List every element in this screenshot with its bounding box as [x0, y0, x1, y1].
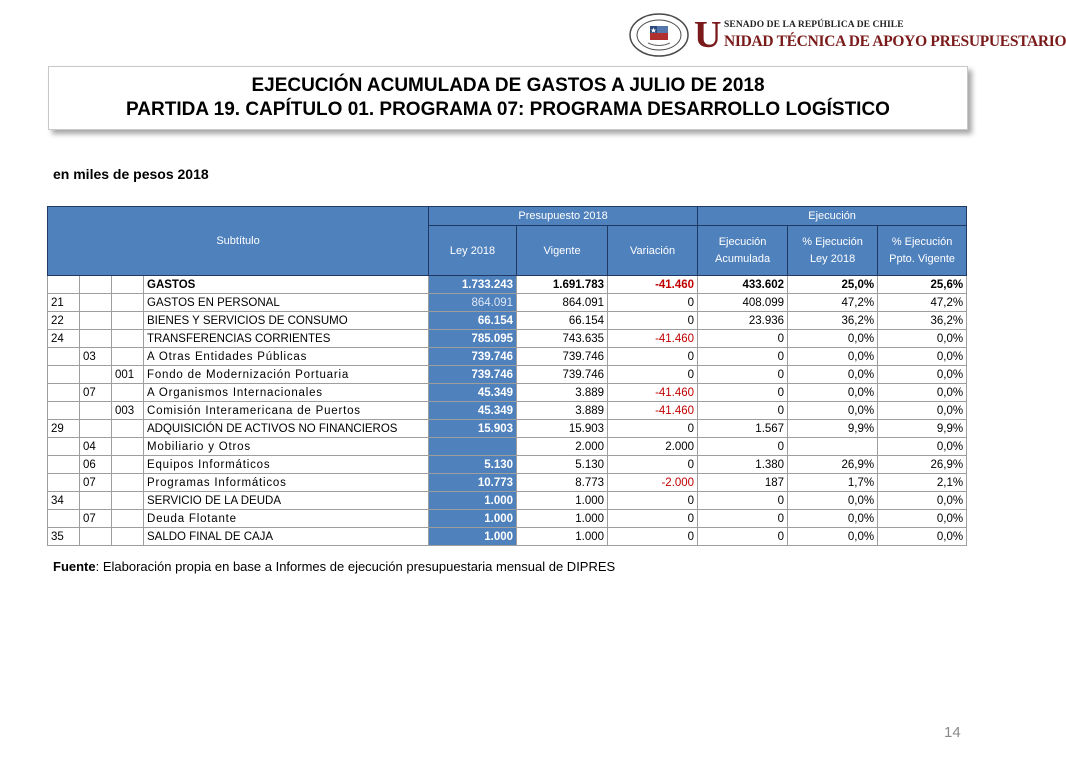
cell-ley: 1.000 [429, 492, 517, 510]
source-note [53, 559, 615, 574]
cell-vigente: 864.091 [517, 294, 608, 312]
cell-ley: 785.095 [429, 330, 517, 348]
cell-name: A Otras Entidades Públicas [144, 348, 429, 366]
logo-top-line: SENADO DE LA REPÚBLICA DE CHILE [724, 20, 904, 30]
cell-item: 06 [80, 456, 112, 474]
cell-ley: 10.773 [429, 474, 517, 492]
cell-vigente: 1.000 [517, 492, 608, 510]
cell-item [80, 528, 112, 546]
cell-vigente: 15.903 [517, 420, 608, 438]
cell-vigente: 739.746 [517, 348, 608, 366]
cell-ley: 864.091 [429, 294, 517, 312]
logo-initial: U [694, 14, 722, 56]
header-ejec-acum-line2: Acumulada [715, 252, 771, 265]
cell-vigente: 1.691.783 [517, 276, 608, 294]
cell-sub [48, 366, 80, 384]
senate-logo [628, 12, 1066, 62]
cell-sub: 29 [48, 420, 80, 438]
cell-asig [112, 384, 144, 402]
cell-pct-ley: 0,0% [788, 510, 878, 528]
cell-ejec: 0 [698, 366, 788, 384]
cell-ley: 5.130 [429, 456, 517, 474]
cell-variacion: 0 [608, 294, 698, 312]
table-row [48, 312, 967, 330]
cell-asig [112, 492, 144, 510]
cell-ley: 1.733.243 [429, 276, 517, 294]
cell-sub [48, 402, 80, 420]
cell-item: 04 [80, 438, 112, 456]
table-row [48, 420, 967, 438]
cell-pct-ley: 0,0% [788, 384, 878, 402]
cell-sub [48, 474, 80, 492]
cell-pct-vig: 0,0% [878, 438, 967, 456]
cell-asig [112, 528, 144, 546]
cell-pct-ley: 0,0% [788, 528, 878, 546]
cell-pct-ley: 0,0% [788, 348, 878, 366]
cell-name: GASTOS [144, 276, 429, 294]
cell-pct-vig: 0,0% [878, 510, 967, 528]
cell-ley: 66.154 [429, 312, 517, 330]
cell-vigente: 8.773 [517, 474, 608, 492]
cell-vigente: 2.000 [517, 438, 608, 456]
cell-variacion: 0 [608, 528, 698, 546]
cell-ejec: 0 [698, 402, 788, 420]
title-line-2: PARTIDA 19. CAPÍTULO 01. PROGRAMA 07: PROGRAMA DESARROLLO LOGÍSTICO [126, 99, 890, 120]
cell-sub: 34 [48, 492, 80, 510]
cell-sub [48, 456, 80, 474]
cell-variacion: 0 [608, 366, 698, 384]
cell-ejec: 0 [698, 330, 788, 348]
cell-variacion: -2.000 [608, 474, 698, 492]
cell-pct-ley [788, 438, 878, 456]
cell-ejec: 0 [698, 384, 788, 402]
table-row [48, 348, 967, 366]
header-pct-vigente [878, 226, 967, 276]
cell-ejec: 1.567 [698, 420, 788, 438]
cell-pct-ley: 47,2% [788, 294, 878, 312]
header-pct-ley-line2: Ley 2018 [809, 252, 856, 265]
cell-vigente: 1.000 [517, 510, 608, 528]
source-label: Fuente [53, 559, 96, 574]
table-row [48, 330, 967, 348]
cell-sub: 35 [48, 528, 80, 546]
cell-pct-ley: 9,9% [788, 420, 878, 438]
cell-variacion: -41.460 [608, 402, 698, 420]
budget-table [47, 206, 967, 546]
cell-name: ADQUISICIÓN DE ACTIVOS NO FINANCIEROS [144, 420, 429, 438]
cell-ejec: 408.099 [698, 294, 788, 312]
cell-ejec: 23.936 [698, 312, 788, 330]
cell-variacion: 0 [608, 510, 698, 528]
cell-sub [48, 384, 80, 402]
cell-ejec: 1.380 [698, 456, 788, 474]
cell-item: 07 [80, 510, 112, 528]
cell-name: Deuda Flotante [144, 510, 429, 528]
cell-ejec: 0 [698, 348, 788, 366]
cell-variacion: 0 [608, 420, 698, 438]
cell-name: Programas Informáticos [144, 474, 429, 492]
cell-item: 07 [80, 384, 112, 402]
cell-name: A Organismos Internacionales [144, 384, 429, 402]
cell-pct-vig: 9,9% [878, 420, 967, 438]
cell-ley: 739.746 [429, 348, 517, 366]
cell-item: 03 [80, 348, 112, 366]
cell-name: Mobiliario y Otros [144, 438, 429, 456]
cell-item [80, 312, 112, 330]
header-ley: Ley 2018 [429, 226, 517, 276]
cell-pct-ley: 0,0% [788, 402, 878, 420]
cell-ejec: 0 [698, 528, 788, 546]
cell-ley: 1.000 [429, 528, 517, 546]
header-vigente: Vigente [517, 226, 608, 276]
cell-vigente: 66.154 [517, 312, 608, 330]
cell-ley: 739.746 [429, 366, 517, 384]
cell-vigente: 739.746 [517, 366, 608, 384]
cell-sub: 22 [48, 312, 80, 330]
cell-ejec: 0 [698, 510, 788, 528]
cell-name: BIENES Y SERVICIOS DE CONSUMO [144, 312, 429, 330]
cell-pct-ley: 1,7% [788, 474, 878, 492]
cell-asig [112, 510, 144, 528]
cell-pct-vig: 36,2% [878, 312, 967, 330]
cell-vigente: 743.635 [517, 330, 608, 348]
cell-item [80, 420, 112, 438]
cell-pct-vig: 25,6% [878, 276, 967, 294]
cell-pct-vig: 0,0% [878, 384, 967, 402]
logo-bottom-line: NIDAD TÉCNICA DE APOYO PRESUPUESTARIO [724, 33, 1066, 50]
cell-asig [112, 456, 144, 474]
cell-name: Comisión Interamericana de Puertos [144, 402, 429, 420]
cell-sub [48, 510, 80, 528]
cell-ejec: 0 [698, 438, 788, 456]
table-row [48, 366, 967, 384]
cell-pct-ley: 36,2% [788, 312, 878, 330]
cell-pct-vig: 0,0% [878, 330, 967, 348]
cell-asig [112, 330, 144, 348]
cell-pct-vig: 47,2% [878, 294, 967, 312]
cell-vigente: 5.130 [517, 456, 608, 474]
cell-item [80, 366, 112, 384]
cell-pct-ley: 0,0% [788, 492, 878, 510]
cell-pct-ley: 0,0% [788, 366, 878, 384]
cell-variacion: 0 [608, 492, 698, 510]
header-pct-ley [788, 226, 878, 276]
units-note: en miles de pesos 2018 [53, 166, 209, 182]
cell-ejec: 0 [698, 492, 788, 510]
header-ejecucion: Ejecución [698, 207, 967, 226]
cell-pct-vig: 0,0% [878, 348, 967, 366]
cell-pct-ley: 0,0% [788, 330, 878, 348]
cell-asig [112, 312, 144, 330]
cell-name: Equipos Informáticos [144, 456, 429, 474]
cell-asig [112, 420, 144, 438]
cell-sub: 24 [48, 330, 80, 348]
header-ejecucion-acumulada [698, 226, 788, 276]
title-box [48, 66, 968, 130]
cell-ley: 1.000 [429, 510, 517, 528]
cell-name: SALDO FINAL DE CAJA [144, 528, 429, 546]
header-pct-ley-line1: % Ejecución [802, 235, 863, 248]
cell-name: Fondo de Modernización Portuaria [144, 366, 429, 384]
cell-vigente: 3.889 [517, 402, 608, 420]
cell-ley [429, 438, 517, 456]
cell-sub [48, 438, 80, 456]
cell-variacion: -41.460 [608, 276, 698, 294]
header-pct-vig-line1: % Ejecución [891, 235, 953, 248]
cell-variacion: 0 [608, 456, 698, 474]
header-pct-vig-line2: Ppto. Vigente [889, 252, 956, 265]
header-subtitulo: Subtítulo [48, 207, 429, 276]
header-variacion: Variación [608, 226, 698, 276]
cell-item [80, 330, 112, 348]
table-row [48, 474, 967, 492]
cell-asig [112, 276, 144, 294]
cell-pct-vig: 2,1% [878, 474, 967, 492]
cell-pct-vig: 26,9% [878, 456, 967, 474]
cell-ejec: 433.602 [698, 276, 788, 294]
cell-ejec: 187 [698, 474, 788, 492]
cell-name: TRANSFERENCIAS CORRIENTES [144, 330, 429, 348]
table-row [48, 276, 967, 294]
cell-variacion: 2.000 [608, 438, 698, 456]
source-text: : Elaboración propia en base a Informes de ejecución presupuestaria mensual de DIPRES [95, 559, 616, 574]
cell-asig [112, 474, 144, 492]
header-presupuesto: Presupuesto 2018 [429, 207, 698, 226]
cell-variacion: 0 [608, 312, 698, 330]
cell-pct-vig: 0,0% [878, 366, 967, 384]
cell-variacion: -41.460 [608, 384, 698, 402]
cell-item [80, 402, 112, 420]
cell-name: SERVICIO DE LA DEUDA [144, 492, 429, 510]
cell-pct-ley: 25,0% [788, 276, 878, 294]
cell-asig [112, 348, 144, 366]
cell-item [80, 294, 112, 312]
page-number: 14 [944, 724, 961, 741]
senate-seal-icon [628, 12, 690, 58]
header-ejec-acum-line1: Ejecución [718, 235, 767, 248]
cell-pct-vig: 0,0% [878, 492, 967, 510]
cell-ley: 45.349 [429, 384, 517, 402]
table-row [48, 294, 967, 312]
table-row [48, 528, 967, 546]
cell-asig [112, 438, 144, 456]
cell-sub [48, 348, 80, 366]
cell-variacion: -41.460 [608, 330, 698, 348]
cell-asig: 001 [112, 366, 144, 384]
table-row [48, 384, 967, 402]
cell-item [80, 492, 112, 510]
cell-vigente: 3.889 [517, 384, 608, 402]
cell-vigente: 1.000 [517, 528, 608, 546]
cell-sub [48, 276, 80, 294]
cell-sub: 21 [48, 294, 80, 312]
table-row [48, 510, 967, 528]
cell-pct-vig: 0,0% [878, 528, 967, 546]
cell-asig [112, 294, 144, 312]
cell-item [80, 276, 112, 294]
title-line-1: EJECUCIÓN ACUMULADA DE GASTOS A JULIO DE 2018 [251, 75, 765, 96]
cell-name: GASTOS EN PERSONAL [144, 294, 429, 312]
cell-pct-vig: 0,0% [878, 402, 967, 420]
table-row [48, 456, 967, 474]
cell-ley: 15.903 [429, 420, 517, 438]
cell-pct-ley: 26,9% [788, 456, 878, 474]
table-row [48, 402, 967, 420]
budget-table-body [48, 276, 967, 546]
table-row [48, 438, 967, 456]
cell-item: 07 [80, 474, 112, 492]
table-row [48, 492, 967, 510]
cell-ley: 45.349 [429, 402, 517, 420]
cell-variacion: 0 [608, 348, 698, 366]
cell-asig: 003 [112, 402, 144, 420]
